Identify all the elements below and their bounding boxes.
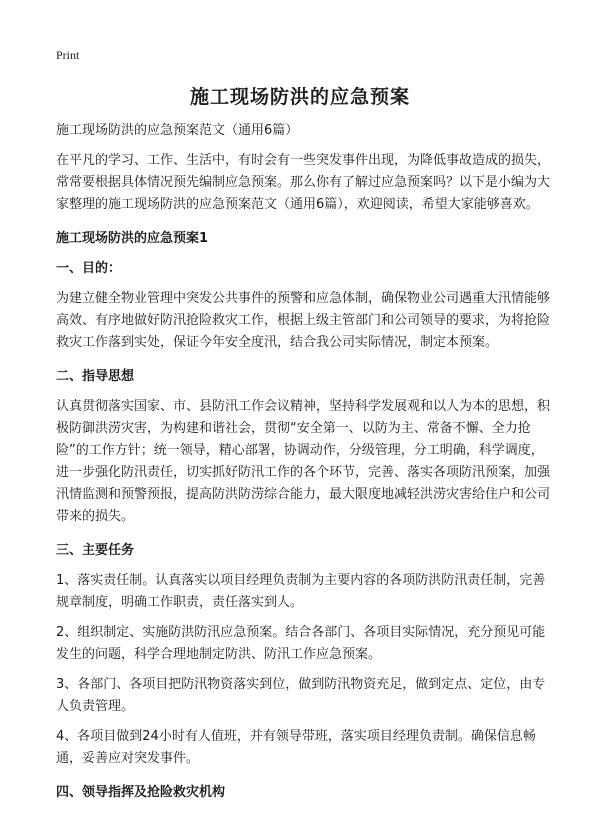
task-item-2: 2、组织制定、实施防洪防汛应急预案。结合各部门、各项目实际情况，充分预见可能发生的问题，科学合理地制定防洪、防汛工作应急预案。 bbox=[56, 625, 546, 662]
task-item-4: 4、各项目做到24小时有人值班，并有领导带班，落实项目经理负责制。确保信息畅通，妥善应对突发事件。 bbox=[56, 729, 536, 766]
section-body-guiding: 认真贯彻落实国家、市、县防汛工作会议精神，坚持科学发展观和以人为本的思想，积极防御洪涝灾害，为构建和谐社会，贯彻“安全第一、以防为主、常备不懈、全力抢险”的工作方针；统一领导，精心部署，协调动作，分级管理，分工明确，科学调度，进一步强化防汛责任，切实抓好防汛工作的各个环节，完善、落实各项防汛预案，加强汛情监测和预警预报，提高防洪防涝综合能力，最大限度地减轻洪涝灾害给住户和公司带来的损失。 bbox=[56, 399, 551, 524]
page-title: 施工现场防洪的应急预案 bbox=[189, 86, 410, 108]
section-heading-guiding: 二、指导思想 bbox=[56, 369, 135, 384]
section-heading-purpose: 一、目的： bbox=[56, 261, 122, 276]
section-body-purpose: 为建立健全物业管理中突发公共事件的预警和应急体制，确保物业公司遇重大汛情能够高效、有序地做好防汛抢险救灾工作，根据上级主管部门和公司领导的要求，为将抢险救灾工作落到实处，保证今年安全度汛，结合我公司实际情况，制定本预案。 bbox=[56, 291, 551, 350]
intro-paragraph: 在平凡的学习、工作、生活中，有时会有一些突发事件出现，为降低事故造成的损失，常常要根据具体情况预先编制应急预案。那么你有了解过应急预案吗？以下是小编为大家整理的施工现场防洪的应急预案范文（通用6篇），欢迎阅读，希望大家能够喜欢。 bbox=[56, 153, 551, 212]
section-heading-command: 四、领导指挥及抢险救灾机构 bbox=[56, 785, 226, 800]
task-item-1: 1、落实责任制。认真落实以项目经理负责制为主要内容的各项防洪防汛责任制，完善规章制度，明确工作职责，责任落实到人。 bbox=[56, 573, 546, 610]
print-link[interactable]: Print bbox=[56, 48, 80, 62]
document-body bbox=[56, 120, 552, 804]
article-heading: 施工现场防洪的应急预案1 bbox=[56, 231, 209, 246]
section-heading-tasks: 三、主要任务 bbox=[56, 543, 135, 558]
subtitle: 施工现场防洪的应急预案范文（通用6篇） bbox=[56, 123, 299, 138]
task-item-3: 3、各部门、各项目把防汛物资落实到位，做到防汛物资充足，做到定点、定位，由专人负责管理。 bbox=[56, 677, 546, 714]
